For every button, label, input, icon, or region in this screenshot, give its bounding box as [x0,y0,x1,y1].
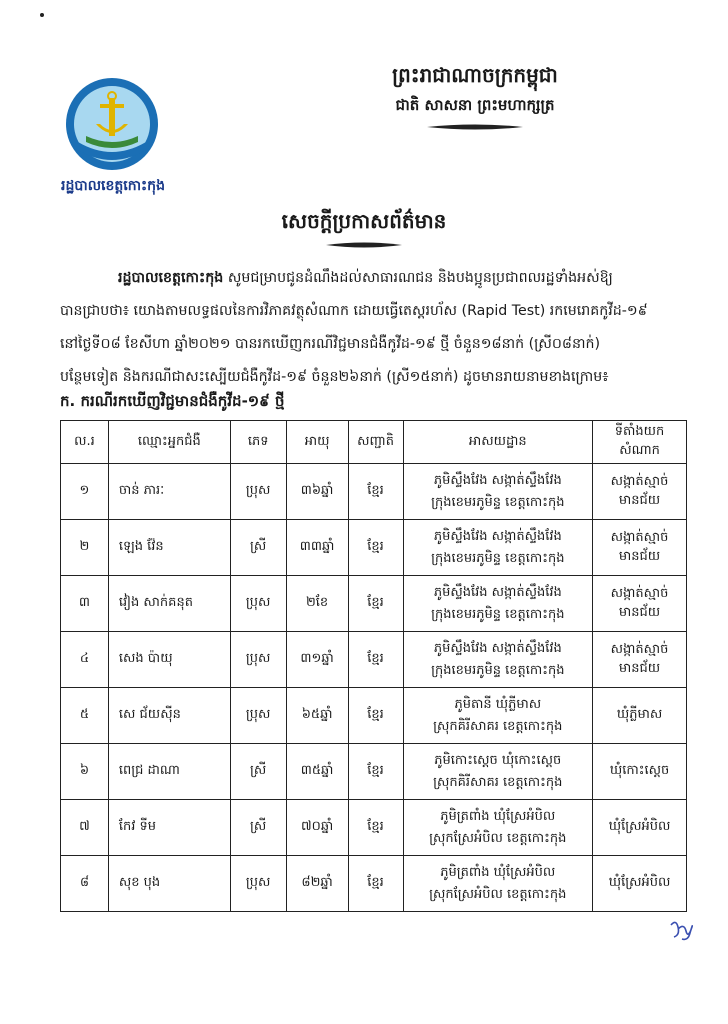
col-header-no: ល.រ [61,421,109,464]
title-ornament [324,240,404,250]
cell-address [403,632,593,688]
table-row [61,576,687,632]
cell-nationality: ខ្មែរ [348,688,403,744]
cell-no: ១ [61,464,109,520]
body-line-2: បានជ្រាបថា៖ យោងតាមលទ្ធផលនៃការវិភាគវត្ថុសំណាក ដោយធ្វើតេស្តរហ័ស (Rapid Test) រកមេរោគកូវីដ-១៩ [60,303,648,319]
address-line-1: ភូមិស្ទឹងវែង សង្កាត់ស្ទឹងវែង [433,640,562,656]
address-line-2: ស្រុកគិរីសាគរ ខេត្តកោះកុង [433,774,563,790]
table-row [61,632,687,688]
cell-name: សេង ប៉ាយុ [108,632,230,688]
cell-address [403,520,593,576]
col-header-nationality: សញ្ជាតិ [348,421,403,464]
header-ornament [425,122,525,132]
body-line-1-rest: សូមជម្រាបជូនដំណឹងដល់សាធារណជន និងបងប្អូនប្រជាពលរដ្ឋទាំងអស់ឱ្យ [223,270,613,286]
cell-address [403,576,593,632]
address-line-1: ភូមិស្ទឹងវែង សង្កាត់ស្ទឹងវែង [433,584,562,600]
cell-nationality: ខ្មែរ [348,744,403,800]
cell-nationality: ខ្មែរ [348,520,403,576]
address-line-2: ក្រុងខេមរភូមិន្ទ ខេត្តកោះកុង [431,606,565,622]
cell-no: ៨ [61,856,109,912]
body-line-4: បន្ថែមទៀត និងករណីជាសះស្បើយជំងឺកូវីដ-១៩ ចំនួន២៦នាក់ (ស្រី១៥នាក់) ដូចមានរាយនាមខាងក្រោម៖ [60,369,609,385]
address-line-2: ក្រុងខេមរភូមិន្ទ ខេត្តកោះកុង [431,550,565,566]
address-line-2: ស្រុកគិរីសាគរ ខេត្តកោះកុង [433,718,563,734]
cell-no: ៥ [61,688,109,744]
cell-nationality: ខ្មែរ [348,464,403,520]
body-line-1 [60,262,680,295]
cell-name: វៀង សាក់គនុត [108,576,230,632]
cell-sex: ប្រុស [230,632,286,688]
cell-sample-site: ឃុំស្រែអំបិល [593,856,687,912]
cell-age: ៣៦ឆ្នាំ [286,464,348,520]
koh-kong-emblem-icon [64,76,160,172]
national-motto: ជាតិ សាសនា ព្រះមហាក្សត្រ [395,96,555,114]
cell-sex: ប្រុស [230,688,286,744]
cell-no: ៤ [61,632,109,688]
cell-address [403,800,593,856]
col-header-sex: ភេទ [230,421,286,464]
table-row [61,856,687,912]
cell-age: ៧០ឆ្នាំ [286,800,348,856]
cell-age: ២ខែ [286,576,348,632]
cell-no: ៧ [61,800,109,856]
cell-sex: ប្រុស [230,464,286,520]
cell-name: សេ ជ័យស៊ីន [108,688,230,744]
address-line-1: ភូមិស្ទឹងវែង សង្កាត់ស្ទឹងវែង [433,472,562,488]
address-line-1: ភូមិស្ទឹងវែង សង្កាត់ស្ទឹងវែង [433,528,562,544]
section-heading: ក. ករណីរកឃើញវិជ្ជមានជំងឺកូវីដ-១៩ ថ្មី [60,392,285,410]
col-header-name: ឈ្មោះអ្នកជំងឺ [108,421,230,464]
cell-sample-site: ឃុំភ្លីមាស [593,688,687,744]
cell-name: សុខ បុង [108,856,230,912]
cases-table [60,420,687,912]
cell-age: ៣១ឆ្នាំ [286,632,348,688]
cell-address [403,464,593,520]
signature-icon [668,917,696,943]
cell-sample-site: សង្កាត់ស្មាច់មានជ័យ [593,576,687,632]
table-row [61,800,687,856]
kingdom-title: ព្រះរាជាណាចក្រកម្ពុជា [392,63,558,87]
cell-name: ពេជ្រ ដាណា [108,744,230,800]
cell-age: ៨២ឆ្នាំ [286,856,348,912]
admin-name-inline: រដ្ឋបាលខេត្តកោះកុង [118,270,224,286]
col-header-sample-site: ទីតាំងយកសំណាក [593,421,687,464]
cell-nationality: ខ្មែរ [348,856,403,912]
cell-no: ៣ [61,576,109,632]
cell-nationality: ខ្មែរ [348,800,403,856]
cell-name: ចាន់ ភារៈ [108,464,230,520]
corner-dot [40,13,44,17]
cell-sex: ស្រី [230,800,286,856]
cell-sex: ប្រុស [230,856,286,912]
address-line-1: ភូមិត្រពាំង ឃុំស្រែអំបិល [440,864,556,880]
cell-no: ២ [61,520,109,576]
cell-sample-site: ឃុំស្រែអំបិល [593,800,687,856]
table-header-row [61,421,687,464]
cell-address [403,856,593,912]
cell-sample-site: សង្កាត់ស្មាច់មានជ័យ [593,520,687,576]
col-header-age: អាយុ [286,421,348,464]
col-header-address: អាសយដ្ឋាន [403,421,593,464]
table-row [61,520,687,576]
address-line-1: ភូមិតានី ឃុំភ្លីមាស [454,696,542,712]
cell-age: ៣៥ឆ្នាំ [286,744,348,800]
address-line-1: ភូមិកោះស្តេច ឃុំកោះស្តេច [434,752,562,768]
table-row [61,688,687,744]
cell-nationality: ខ្មែរ [348,632,403,688]
cell-no: ៦ [61,744,109,800]
document-title: សេចក្តីប្រកាសព័ត៌មាន [281,209,447,233]
address-line-1: ភូមិត្រពាំង ឃុំស្រែអំបិល [440,808,556,824]
cell-name: ឡេង វ៉ែន [108,520,230,576]
cell-address [403,688,593,744]
announcement-body [60,262,680,394]
cell-sample-site: សង្កាត់ស្មាច់មានជ័យ [593,632,687,688]
address-line-2: ក្រុងខេមរភូមិន្ទ ខេត្តកោះកុង [431,494,565,510]
cell-sample-site: ឃុំកោះស្តេច [593,744,687,800]
table-row [61,464,687,520]
cell-age: ៣៣ឆ្នាំ [286,520,348,576]
cell-sex: ប្រុស [230,576,286,632]
cell-nationality: ខ្មែរ [348,576,403,632]
cell-age: ៦៥ឆ្នាំ [286,688,348,744]
admin-name: រដ្ឋបាលខេត្តកោះកុង [61,178,165,194]
cell-sample-site: សង្កាត់ស្មាច់មានជ័យ [593,464,687,520]
address-line-2: ក្រុងខេមរភូមិន្ទ ខេត្តកោះកុង [431,662,565,678]
table-row [61,744,687,800]
cell-address [403,744,593,800]
address-line-2: ស្រុកស្រែអំបិល ខេត្តកោះកុង [429,886,567,902]
address-line-2: ស្រុកស្រែអំបិល ខេត្តកោះកុង [429,830,567,846]
cell-name: កែវ ទីម [108,800,230,856]
cell-sex: ស្រី [230,744,286,800]
body-line-3: នៅថ្ងៃទី០៨ ខែសីហា ឆ្នាំ២០២១ បានរកឃើញករណីវិជ្ជមានជំងឺកូវីដ-១៩ ថ្មី ចំនួន១៨នាក់ (ស្រី០៨នាក់) [60,336,601,352]
cell-sex: ស្រី [230,520,286,576]
